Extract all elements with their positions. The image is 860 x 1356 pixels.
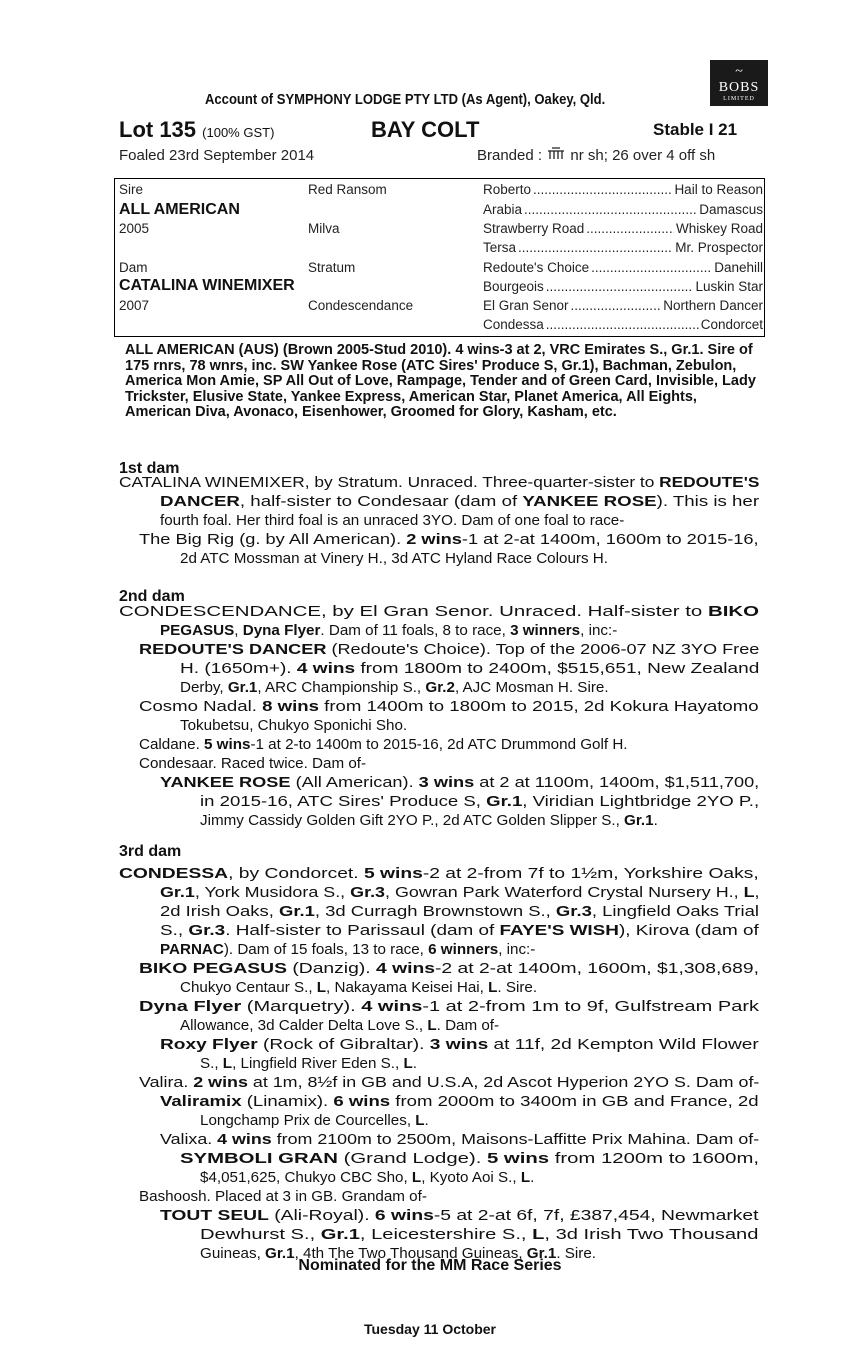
ancestor-sire: Mr. Prospector bbox=[675, 240, 763, 255]
body-line: BIKO PEGASUS (Danzig). 4 wins-2 at 2-at 1400m, 1600m, $1,308,689, bbox=[139, 960, 759, 977]
ancestor: Arabia bbox=[483, 202, 523, 217]
body-line: REDOUTE'S DANCER (Redoute's Choice). Top of the 2006-07 NZ 3YO Free bbox=[139, 641, 760, 658]
body-line: Allowance, 3d Calder Delta Love S., L. Dam of- bbox=[180, 1017, 500, 1034]
body-line: S., Gr.3. Half-sister to Parissaul (dam of FAYE'S WISH), Kirova (dam of bbox=[160, 922, 759, 939]
body-line: Tokubetsu, Chukyo Sponichi Sho. bbox=[180, 717, 408, 734]
sire-name: ALL AMERICAN bbox=[119, 201, 240, 218]
ancestor-sire: Luskin Star bbox=[695, 279, 763, 294]
body-line: CONDESSA, by Condorcet. 5 wins-2 at 2-from 7f to 1½m, Yorkshire Oaks, bbox=[119, 865, 759, 882]
vendor-account: Account of SYMPHONY LODGE PTY LTD (As Agent), Oakey, Qld. bbox=[205, 92, 606, 108]
brand-info bbox=[477, 147, 715, 164]
dam-label: Dam bbox=[119, 260, 148, 275]
body-line: Caldane. 5 wins-1 at 2-to 1400m to 2015-16, 2d ATC Drummond Golf H. bbox=[139, 736, 628, 753]
ancestor: Bourgeois bbox=[483, 279, 544, 294]
sire-year: 2005 bbox=[119, 221, 150, 236]
sire-sire: Red Ransom bbox=[308, 182, 387, 197]
auctioneer-logo bbox=[710, 60, 768, 106]
nomination-note: Nominated for the MM Race Series bbox=[298, 1257, 562, 1274]
branded-label: Branded : bbox=[477, 147, 543, 164]
logo-name: BOBS bbox=[718, 80, 760, 95]
body-line: SYMBOLI GRAN (Grand Lodge). 5 wins from 1200m to 1600m, bbox=[180, 1150, 760, 1167]
body-line: in 2015-16, ATC Sires' Produce S, Gr.1, Viridian Lightbridge 2YO P., bbox=[200, 793, 760, 810]
body-line: YANKEE ROSE (All American). 3 wins at 2 at 1100m, 1400m, $1,511,700, bbox=[160, 774, 760, 791]
dam-name: CATALINA WINEMIXER bbox=[119, 277, 295, 294]
body-line: Valiramix (Linamix). 6 wins from 2000m to 3400m in GB and France, 2d bbox=[160, 1093, 759, 1110]
sire-label: Sire bbox=[119, 182, 144, 197]
body-line: The Big Rig (g. by All American). 2 wins-1 at 2-at 1400m, 1600m to 2015-16, bbox=[139, 531, 759, 548]
body-line: CONDESCENDANCE, by El Gran Senor. Unraced. Half-sister to BIKO bbox=[119, 603, 760, 620]
stable-number: Stable I 21 bbox=[653, 120, 738, 139]
pedigree-table bbox=[114, 178, 765, 337]
logo-sub: LIMITED bbox=[723, 96, 755, 102]
lot-gst: (100% GST) bbox=[202, 125, 275, 140]
ancestor-row bbox=[483, 182, 763, 197]
body-line: Dewhurst S., Gr.1, Leicestershire S., L, 3d Irish Two Thousand bbox=[200, 1226, 759, 1243]
body-line: 2d ATC Mossman at Vinery H., 3d ATC Hyland Race Colours H. bbox=[180, 550, 608, 567]
lot-label: Lot 135 bbox=[119, 117, 197, 142]
ancestor: Condessa bbox=[483, 317, 544, 332]
body-line: S., L, Lingfield River Eden S., L. bbox=[200, 1055, 417, 1072]
sire-summary: ALL AMERICAN (AUS) (Brown 2005-Stud 2010). 4 wins-3 at 2, VRC Emirates S., Gr.1. Sire of 175 rnrs, 78 wnrs, inc. SW Yankee Rose (ATC Sires' Produce S, Gr.1), Bachman, Zebulon, America Mon Amie, SP All Out of Love, Rampage, Tender and of Green Card, Invisible, Lady Trickster, Elusive State, Yankee Express, American Star, Planet America, All Eights, American Diva, Avonaco, Eisenhower, Groomed for Glory, Kasham, etc. bbox=[125, 342, 756, 421]
first-dam-heading: 1st dam bbox=[119, 460, 180, 477]
ancestor-row bbox=[483, 298, 763, 313]
ancestor-sire: Whiskey Road bbox=[675, 221, 763, 236]
ancestor-row bbox=[483, 202, 763, 217]
body-line: Dyna Flyer (Marquetry). 4 wins-1 at 2-from 1m to 9f, Gulfstream Park bbox=[139, 998, 759, 1015]
ancestor-sire: Northern Dancer bbox=[663, 298, 763, 313]
body-line: Valira. 2 wins at 1m, 8½f in GB and U.S.A, 2d Ascot Hyperion 2YO S. Dam of- bbox=[139, 1074, 760, 1091]
body-line: Guineas, Gr.1, 4th The Two Thousand Guineas, Gr.1. Sire. bbox=[200, 1245, 596, 1262]
ancestor-row bbox=[483, 260, 763, 275]
ancestor-sire: Danehill bbox=[714, 260, 763, 275]
ancestor: El Gran Senor bbox=[483, 298, 569, 313]
second-dam-heading: 2nd dam bbox=[119, 588, 185, 605]
third-dam-heading: 3rd dam bbox=[119, 843, 182, 860]
branded-value: nr sh; 26 over 4 off sh bbox=[570, 147, 716, 164]
body-line: $4,051,625, Chukyo CBC Sho, L, Kyoto Aoi S., L. bbox=[200, 1169, 535, 1186]
sale-date: Tuesday 11 October bbox=[363, 1321, 496, 1337]
ancestor-row bbox=[483, 317, 763, 332]
lot-number bbox=[119, 117, 274, 143]
ancestor: Strawberry Road bbox=[483, 221, 585, 236]
dam-dam: Condescendance bbox=[308, 298, 414, 313]
sire-dam: Milva bbox=[308, 221, 340, 236]
dam-year: 2007 bbox=[119, 298, 150, 313]
body-line: Longchamp Prix de Courcelles, L. bbox=[200, 1112, 429, 1129]
body-line: Gr.1, York Musidora S., Gr.3, Gowran Park Waterford Crystal Nursery H., L, bbox=[160, 884, 760, 901]
body-line: PEGASUS, Dyna Flyer. Dam of 11 foals, 8 to race, 3 winners, inc:- bbox=[160, 622, 618, 639]
body-line: Derby, Gr.1, ARC Championship S., Gr.2, AJC Mosman H. Sire. bbox=[180, 679, 609, 696]
body-line: fourth foal. Her third foal is an unraced 3YO. Dam of one foal to race- bbox=[160, 512, 625, 529]
body-line: Valixa. 4 wins from 2100m to 2500m, Maisons-Laffitte Prix Mahina. Dam of- bbox=[160, 1131, 760, 1148]
body-line: Chukyo Centaur S., L, Nakayama Keisei Hai, L. Sire. bbox=[180, 979, 538, 996]
logo-horse-mark: ~ bbox=[735, 64, 743, 79]
body-line: Cosmo Nadal. 8 wins from 1400m to 1800m to 2015, 2d Kokura Hayatomo bbox=[139, 698, 759, 715]
ancestor-sire: Damascus bbox=[699, 202, 763, 217]
body-line: CATALINA WINEMIXER, by Stratum. Unraced. Three-quarter-sister to REDOUTE'S bbox=[119, 474, 760, 491]
foaled-date: Foaled 23rd September 2014 bbox=[119, 147, 315, 164]
body-line: Bashoosh. Placed at 3 in GB. Grandam of- bbox=[139, 1188, 427, 1205]
body-line: PARNAC). Dam of 15 foals, 13 to race, 6 winners, inc:- bbox=[160, 941, 536, 958]
body-line: TOUT SEUL (Ali-Royal). 6 wins-5 at 2-at 6f, 7f, £387,454, Newmarket bbox=[160, 1207, 759, 1224]
ancestor-row bbox=[483, 279, 763, 294]
ancestor-row bbox=[483, 240, 763, 255]
ancestor-sire: Hail to Reason bbox=[674, 182, 763, 197]
ancestor: Redoute's Choice bbox=[483, 260, 590, 275]
ancestor-row bbox=[483, 221, 763, 236]
body-line: H. (1650m+). 4 wins from 1800m to 2400m, $515,651, New Zealand bbox=[180, 660, 760, 677]
body-line: 2d Irish Oaks, Gr.1, 3d Curragh Brownstown S., Gr.3, Lingfield Oaks Trial bbox=[160, 903, 760, 920]
ancestor: Tersa bbox=[483, 240, 517, 255]
ancestor: Roberto bbox=[483, 182, 532, 197]
body-line: Condesaar. Raced twice. Dam of- bbox=[139, 755, 367, 772]
body-line: Roxy Flyer (Rock of Gibraltar). 3 wins at 11f, 2d Kempton Wild Flower bbox=[160, 1036, 759, 1053]
horse-description: BAY COLT bbox=[371, 117, 480, 142]
body-line: Jimmy Cassidy Golden Gift 2YO P., 2d ATC Golden Slipper S., Gr.1. bbox=[200, 812, 658, 829]
brand-mark-icon bbox=[546, 147, 566, 161]
ancestor-sire: Condorcet bbox=[700, 317, 763, 332]
dam-sire: Stratum bbox=[308, 260, 356, 275]
body-line: DANCER, half-sister to Condesaar (dam of YANKEE ROSE). This is her bbox=[160, 493, 760, 510]
